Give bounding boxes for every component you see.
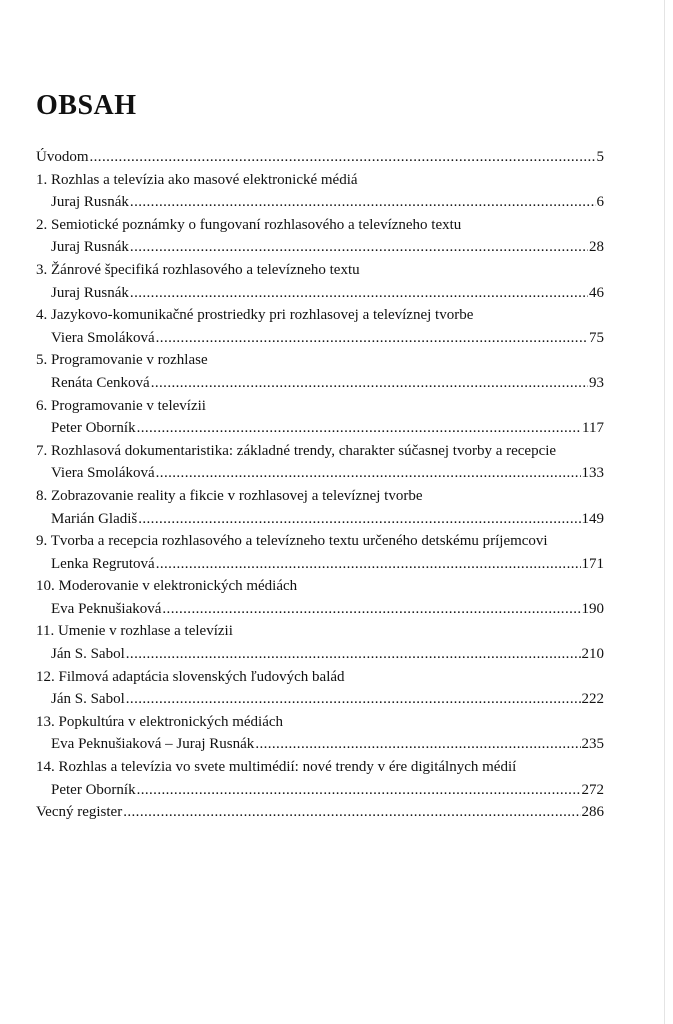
- dot-leader: [156, 462, 581, 485]
- toc-page-number: 210: [581, 646, 604, 663]
- toc-chapter-author: Juraj Rusnák: [51, 284, 129, 301]
- toc-chapter-author-line[interactable]: [36, 779, 604, 802]
- dot-leader: [255, 733, 580, 756]
- dot-leader: [130, 191, 596, 214]
- toc-chapter-author-line[interactable]: [36, 733, 604, 756]
- toc-chapter-author-line[interactable]: [36, 282, 604, 305]
- toc-chapter-author-line[interactable]: [36, 327, 604, 350]
- dot-leader: [151, 372, 588, 395]
- toc-chapter-author: Ján S. Sabol: [51, 691, 125, 708]
- toc-chapter-author-line[interactable]: [36, 553, 604, 576]
- toc-chapter-author: Peter Oborník: [51, 420, 136, 437]
- toc-page-number: 222: [581, 691, 604, 708]
- toc-chapter-heading[interactable]: 3. Žánrové špecifiká rozhlasového a televízneho textu: [36, 261, 360, 278]
- toc-chapter-author: Viera Smoláková: [51, 465, 155, 482]
- toc-entry-register[interactable]: [36, 801, 604, 824]
- toc-chapter-author-line[interactable]: [36, 462, 604, 485]
- toc-chapter-author-line[interactable]: [36, 236, 604, 259]
- toc-chapter-author-line[interactable]: [36, 643, 604, 666]
- toc-page-number: 171: [581, 555, 604, 572]
- toc-page-number: 6: [596, 194, 604, 211]
- dot-leader: [126, 688, 581, 711]
- toc-entry-label: Úvodom: [36, 149, 89, 165]
- toc-page-number: 149: [581, 510, 604, 527]
- toc-entry-intro[interactable]: [36, 146, 604, 169]
- dot-leader: [126, 643, 581, 666]
- toc-chapter-heading[interactable]: 10. Moderovanie v elektronických médiách: [36, 578, 298, 595]
- dot-leader: [90, 146, 596, 169]
- dot-leader: [130, 236, 588, 259]
- toc-chapter-heading[interactable]: 12. Filmová adaptácia slovenských ľudových balád: [36, 668, 345, 685]
- dot-leader: [156, 553, 581, 576]
- dot-leader: [130, 282, 588, 305]
- toc-chapter-author: Ján S. Sabol: [51, 646, 125, 663]
- toc-chapter-author-line[interactable]: [36, 688, 604, 711]
- toc-chapter-author-line[interactable]: [36, 417, 604, 440]
- toc-page-number: 46: [589, 284, 604, 301]
- toc-page-number: 190: [581, 600, 604, 617]
- toc-chapter-author-line[interactable]: [36, 598, 604, 621]
- toc-chapter-heading[interactable]: 13. Popkultúra v elektronických médiách: [36, 713, 284, 730]
- toc-chapter-heading[interactable]: 5. Programovanie v rozhlase: [36, 352, 208, 369]
- dot-leader: [138, 508, 580, 531]
- dot-leader: [137, 779, 581, 802]
- toc-page-number: 286: [581, 804, 604, 821]
- toc-chapter-author: Juraj Rusnák: [51, 239, 129, 256]
- page-edge: [664, 0, 665, 1024]
- toc-chapter-author: Juraj Rusnák: [51, 194, 129, 211]
- toc-page-number: 272: [581, 781, 604, 798]
- toc-page-number: 117: [582, 420, 604, 437]
- toc-chapter-author: Lenka Regrutová: [51, 555, 155, 572]
- toc-page-number: 5: [596, 149, 604, 165]
- toc-chapter-heading[interactable]: 6. Programovanie v televízii: [36, 397, 206, 414]
- toc-page-number: 133: [581, 465, 604, 482]
- toc-chapter-list: [36, 169, 604, 802]
- toc-chapter-heading[interactable]: 2. Semiotické poznámky o fungovaní rozhlasového a televízneho textu: [36, 216, 462, 233]
- toc-chapter-heading[interactable]: 1. Rozhlas a televízia ako masové elektronické médiá: [36, 171, 358, 188]
- toc-page-number: 28: [589, 239, 604, 256]
- toc-chapter-author-line[interactable]: [36, 191, 604, 214]
- page-title: OBSAH: [36, 90, 137, 121]
- dot-leader: [137, 417, 581, 440]
- toc-page-number: 93: [589, 374, 604, 391]
- dot-leader: [162, 598, 580, 621]
- toc-chapter-author: Marián Gladiš: [51, 510, 138, 527]
- toc-entry-label: Vecný register: [36, 804, 123, 821]
- toc-chapter-heading[interactable]: 4. Jazykovo-komunikačné prostriedky pri rozhlasovej a televíznej tvorbe: [36, 307, 474, 324]
- toc-chapter-heading[interactable]: 9. Tvorba a recepcia rozhlasového a televízneho textu určeného detskému príjemcovi: [36, 533, 548, 550]
- toc-chapter-heading[interactable]: 11. Umenie v rozhlase a televízii: [36, 623, 233, 640]
- toc-chapter-author: Eva Peknušiaková: [51, 600, 162, 617]
- toc-chapter-author-line[interactable]: [36, 372, 604, 395]
- toc-chapter-author: Peter Oborník: [51, 781, 136, 798]
- toc-chapter-author: Renáta Cenková: [51, 374, 150, 391]
- toc-chapter-heading[interactable]: 14. Rozhlas a televízia vo svete multimédií: nové trendy v ére digitálnych médií: [36, 759, 517, 776]
- dot-leader: [156, 327, 588, 350]
- toc-chapter-heading[interactable]: 7. Rozhlasová dokumentaristika: základné trendy, charakter súčasnej tvorby a recepcie: [36, 442, 557, 459]
- dot-leader: [123, 801, 580, 824]
- toc-chapter-author-line[interactable]: [36, 508, 604, 531]
- table-of-contents: [36, 146, 604, 824]
- toc-chapter-author: Eva Peknušiaková – Juraj Rusnák: [51, 736, 255, 753]
- toc-page-number: 75: [589, 329, 604, 346]
- toc-chapter-heading[interactable]: 8. Zobrazovanie reality a fikcie v rozhlasovej a televíznej tvorbe: [36, 487, 423, 504]
- toc-page-number: 235: [581, 736, 604, 753]
- toc-chapter-author: Viera Smoláková: [51, 329, 155, 346]
